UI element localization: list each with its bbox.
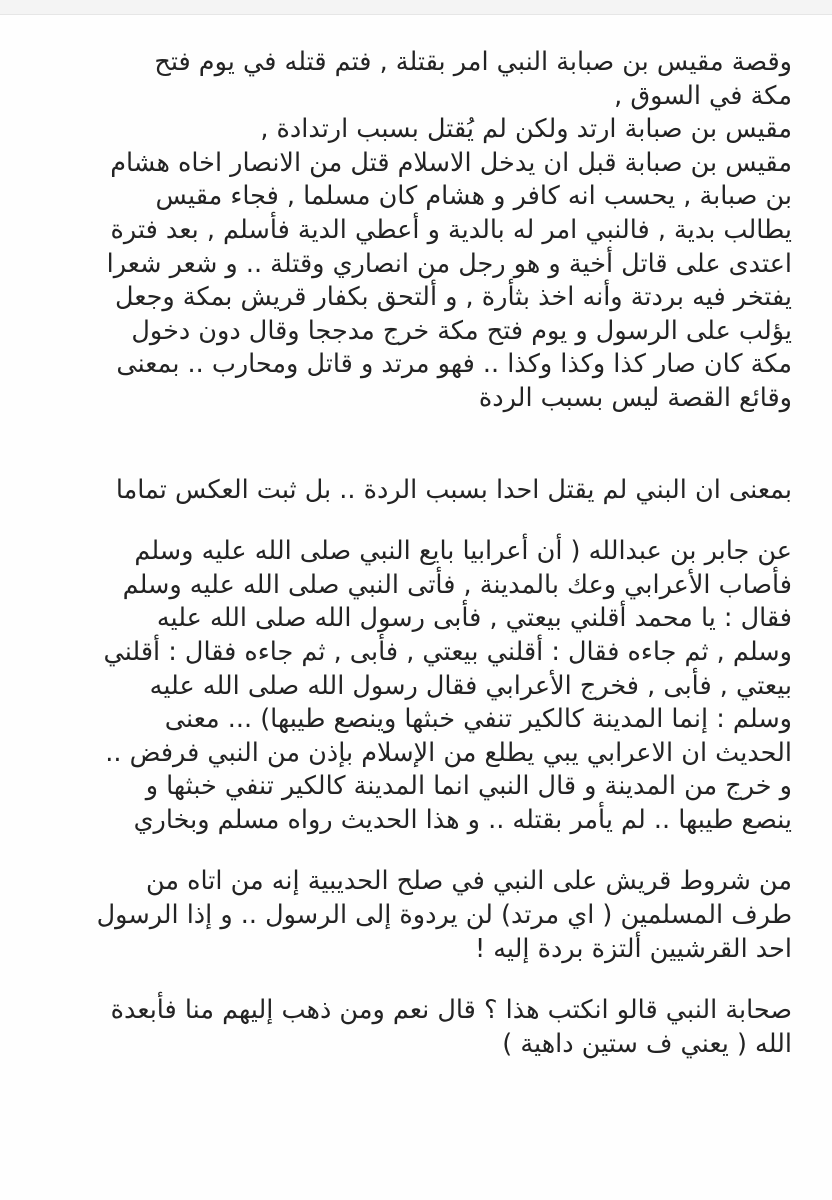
text-line: يؤلب على الرسول و يوم فتح مكة خرج مدججا وقال دون دخول [131, 315, 792, 346]
text-line: مقيس بن صبابة قبل ان يدخل الاسلام قتل من الانصار اخاه هشام [110, 147, 792, 178]
paragraph-gap [60, 416, 792, 474]
text-line: وسلم : إنما المدينة كالكير تنفي خبثها وينصع طيبها) ... معنى [164, 704, 792, 735]
text-line: و خرج من المدينة و قال النبي انما المدينة كالكير تنفي خبثها و [145, 771, 792, 802]
text-line: مكة كان صار كذا وكذا وكذا .. فهو مرتد و قاتل ومحارب .. بمعنى [116, 349, 792, 380]
text-line: احد القرشيين ألتزة بردة إليه ! [474, 933, 792, 964]
text-line: وقصة مقيس بن صبابة النبي امر بقتلة , فتم قتله في يوم فتح [154, 47, 792, 77]
text-line: ينصع طيبها .. لم يأمر بقتله .. و هذا الحديث رواه مسلم وبخاري [133, 804, 792, 835]
text-line: مقيس بن صبابة ارتد ولكن لم يُقتل بسبب ارتدادة , [260, 114, 792, 145]
paragraph-conclusion [60, 474, 792, 508]
text-line: بيعتي , فأبى , فخرج الأعرابي فقال رسول الله صلى الله عليه [149, 670, 792, 701]
document-body [60, 46, 792, 1061]
text-line: مكة في السوق , [614, 80, 792, 111]
top-strip [0, 0, 832, 15]
text-line: عن جابر بن عبدالله ( أن أعرابيا بايع النبي صلى الله عليه وسلم [134, 536, 792, 567]
paragraph-gap [60, 837, 792, 865]
paragraph-story-miqyas [60, 46, 792, 416]
text-line: وقائع القصة ليس بسبب الردة [478, 382, 792, 413]
text-line: بن صبابة , يحسب انه كافر و هشام كان مسلما , فجاء مقيس [155, 181, 792, 212]
text-line: الله ( يعني ف ستين داهية ) [502, 1028, 792, 1059]
paragraph-hadith [60, 535, 792, 837]
text-line: الحديث ان الاعرابي يبي يطلع من الإسلام بإذن من النبي فرفض .. [105, 737, 792, 768]
paragraph-hudaybiyyah [60, 865, 792, 966]
paragraph-gap [60, 966, 792, 994]
text-line: صحابة النبي قالو انكتب هذا ؟ قال نعم ومن ذهب إليهم منا فأبعدة [110, 995, 792, 1026]
text-line: من شروط قريش على النبي في صلح الحديبية إنه من اتاه من [145, 866, 792, 897]
paragraph-companions [60, 994, 792, 1061]
text-line: فأصاب الأعرابي وعك بالمدينة , فأتى النبي صلى الله عليه وسلم [122, 569, 792, 600]
text-line: يطالب بدية , فالنبي امر له بالدية و أعطي الدية فأسلم , بعد فترة [110, 214, 792, 245]
text-line: فقال : يا محمد أقلني بيعتي , فأبى رسول الله صلى الله عليه [156, 603, 792, 634]
text-line: طرف المسلمين ( اي مرتد) لن يردوة إلى الرسول .. و إذا الرسول [96, 900, 792, 931]
text-line: بمعنى ان البني لم يقتل احدا بسبب الردة .. بل ثبت العكس تماما [115, 474, 792, 505]
paragraph-gap [60, 507, 792, 535]
text-line: يفتخر فيه بردتة وأنه اخذ بثأرة , و ألتحق بكفار قريش بمكة وجعل [115, 282, 792, 313]
text-line: اعتدى على قاتل أخية و هو رجل من انصاري وقتلة .. و شعر شعرا [106, 248, 792, 279]
text-line: وسلم , ثم جاءه فقال : أقلني بيعتي , فأبى , ثم جاءه فقال : أقلني [103, 636, 792, 667]
